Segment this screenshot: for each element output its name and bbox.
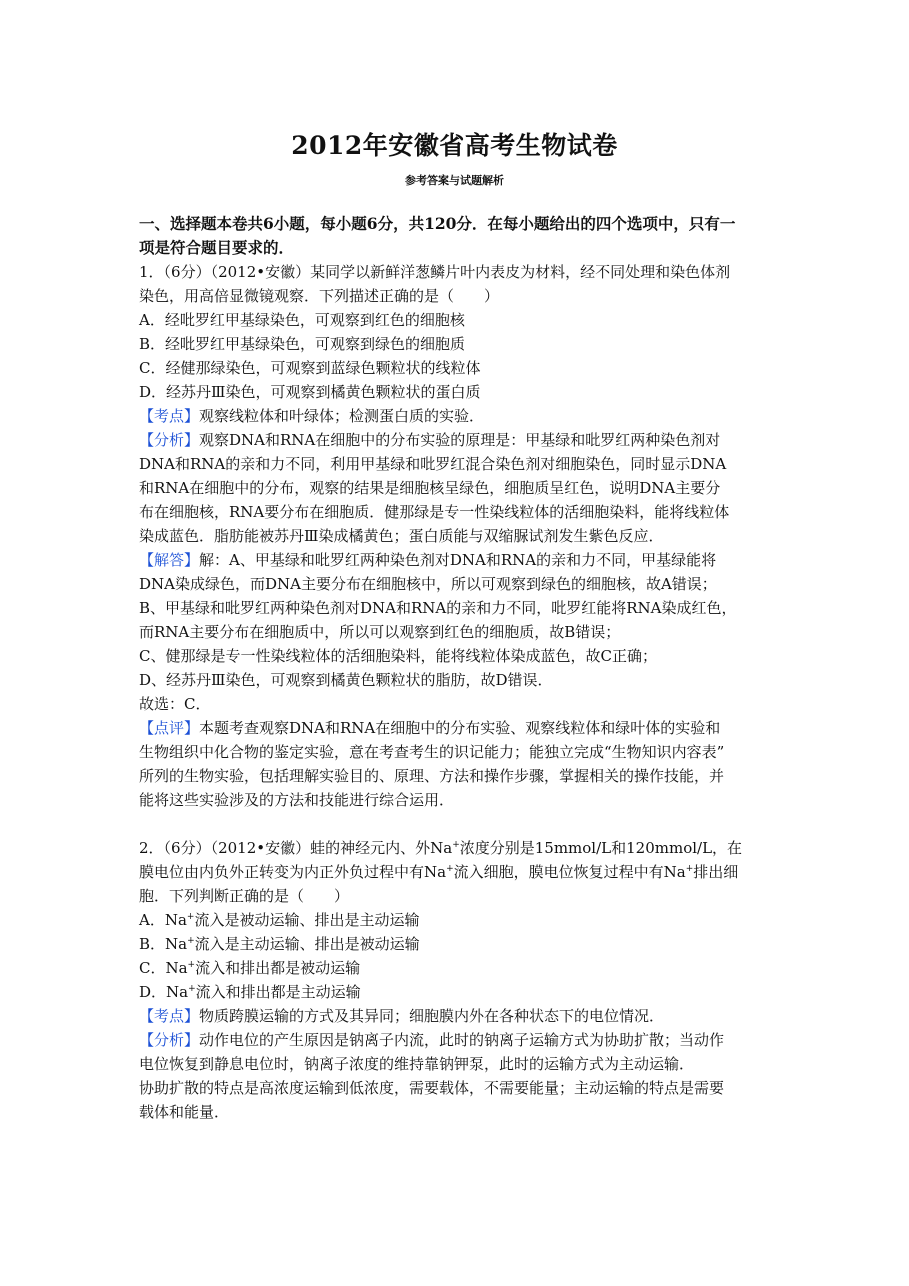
option-label: D．Na [139,983,189,1001]
jieda-text: C、健那绿是专一性染线粒体的活细胞染料，能将线粒体染成蓝色，故C正确； [139,647,657,665]
dianping-text: 生物组织中化合物的鉴定实验，意在考查考生的识记能力；能独立完成“生物知识内容表” [139,743,725,761]
section-heading-line: 项是符合题目要求的． [139,238,295,257]
option-text: 流入和排出都是主动运输 [195,983,361,1001]
question-2 [139,836,779,1124]
option-c: C．经健那绿染色，可观察到蓝绿色颗粒状的线粒体 [139,359,481,377]
question-stem: 1．（6分）（2012•安徽）某同学以新鲜洋葱鳞片叶内表皮为材料，经不同处理和染色体剂 [139,263,731,281]
option-d: D．经苏丹Ⅲ染色，可观察到橘黄色颗粒状的蛋白质 [139,383,481,401]
question-1 [139,260,779,812]
section-heading-line: 一、选择题本卷共6小题，每小题6分，共120分．在每小题给出的四个选项中，只有一 [139,214,736,233]
dianping-line [139,716,779,740]
kaodian-text: 观察线粒体和叶绿体；检测蛋白质的实验． [199,407,485,425]
option-b: B．经吡罗红甲基绿染色，可观察到绿色的细胞质 [139,335,466,353]
kaodian-line [139,404,779,428]
kaodian-tag: 【考点】 [139,1007,200,1025]
stem-text: 流入细胞，膜电位恢复过程中有Na [453,863,686,881]
dianping-text: 所列的生物实验，包括理解实验目的、原理、方法和操作步骤，掌握相关的操作技能，并 [139,767,725,785]
jieda-line [139,548,779,572]
option-text: 流入是主动运输、排出是被动运输 [194,935,420,953]
kaodian-line [139,1004,779,1028]
fenxi-text: 动作电位的产生原因是钠离子内流，此时的钠离子运输方式为协助扩散；当动作 [199,1031,725,1049]
stem-text: 膜电位由内负外正转变为内正外负过程中有Na [139,863,447,881]
fenxi-line [139,1028,779,1052]
option-b [139,932,779,956]
document-body [139,212,779,1124]
option-label: C．Na [139,959,188,977]
superscript-plus: + [186,912,195,922]
fenxi-text: DNA和RNA的亲和力不同，利用甲基绿和吡罗红混合染色剂对细胞染色，同时显示DNA [139,455,727,473]
fenxi-line [139,428,779,452]
fenxi-text: 协助扩散的特点是高浓度运输到低浓度，需要载体，不需要能量；主动运输的特点是需要 [139,1079,725,1097]
jieda-tag: 【解答】 [139,551,200,569]
superscript-plus: + [188,984,196,994]
stem-text: 2．（6分）（2012•安徽）蛙的神经元内、外Na [139,839,453,857]
fenxi-tag: 【分析】 [139,431,200,449]
fenxi-text: 电位恢复到静息电位时，钠离子浓度的维持靠钠钾泵，此时的运输方式为主动运输． [139,1055,695,1073]
dianping-text: 能将这些实验涉及的方法和技能进行综合运用． [139,791,455,809]
fenxi-text: 载体和能量． [139,1103,230,1121]
jieda-text: 而RNA主要分布在细胞质中，所以可以观察到红色的细胞质，故B错误； [139,623,621,641]
fenxi-text: 染成蓝色．脂肪能被苏丹Ⅲ染成橘黄色；蛋白质能与双缩脲试剂发生紫色反应． [139,527,664,545]
option-text: 流入是被动运输、排出是主动运输 [194,911,420,929]
page-subtitle: 参考答案与试题解析 [405,174,504,187]
fenxi-text: 观察DNA和RNA在细胞中的分布实验的原理是：甲基绿和吡罗红两种染色剂对 [199,431,721,449]
fenxi-text: 和RNA在细胞中的分布，观察的结果是细胞核呈绿色，细胞质呈红色，说明DNA主要分 [139,479,721,497]
superscript-plus: + [452,840,460,850]
jieda-text: D、经苏丹Ⅲ染色，可观察到橘黄色颗粒状的脂肪，故D错误． [139,671,553,689]
kaodian-text: 物质跨膜运输的方式及其异同；细胞膜内外在各种状态下的电位情况． [199,1007,665,1025]
question-stem [139,836,779,860]
option-label: B．Na [139,935,188,953]
dianping-tag: 【点评】 [139,719,200,737]
option-label: A．Na [139,911,187,929]
jieda-text: DNA染成绿色，而DNA主要分布在细胞核中，所以可观察到绿色的细胞核，故A错误； [139,575,717,593]
option-c [139,956,779,980]
page-title: 2012年安徽省高考生物试卷 [291,131,618,160]
option-a: A．经吡罗红甲基绿染色，可观察到红色的细胞核 [139,311,465,329]
superscript-plus: + [685,864,694,874]
question-spacer [139,812,779,836]
option-text: 流入和排出都是被动运输 [195,959,361,977]
fenxi-text: 布在细胞核，RNA要分布在细胞质．健那绿是专一性染线粒体的活细胞染料，能将线粒体 [139,503,730,521]
question-stem [139,860,779,884]
superscript-plus: + [187,960,196,970]
question-stem: 胞．下列判断正确的是（ ） [139,887,350,905]
jieda-text: 解：A、甲基绿和吡罗红两种染色剂对DNA和RNA的亲和力不同，甲基绿能将 [199,551,717,569]
stem-text: 排出细 [693,863,739,881]
answer-line: 故选：C． [139,695,211,713]
kaodian-tag: 【考点】 [139,407,200,425]
stem-text: 浓度分别是15mmol/L和120mmol/L，在 [459,839,743,857]
option-d [139,980,779,1004]
option-a [139,908,779,932]
superscript-plus: + [446,864,454,874]
superscript-plus: + [187,936,195,946]
question-stem: 染色，用高倍显微镜观察．下列描述正确的是（ ） [139,287,500,305]
dianping-text: 本题考查观察DNA和RNA在细胞中的分布实验、观察线粒体和绿叶体的实验和 [199,719,721,737]
fenxi-tag: 【分析】 [139,1031,200,1049]
jieda-text: B、甲基绿和吡罗红两种染色剂对DNA和RNA的亲和力不同，吡罗红能将RNA染成红色， [139,599,737,617]
